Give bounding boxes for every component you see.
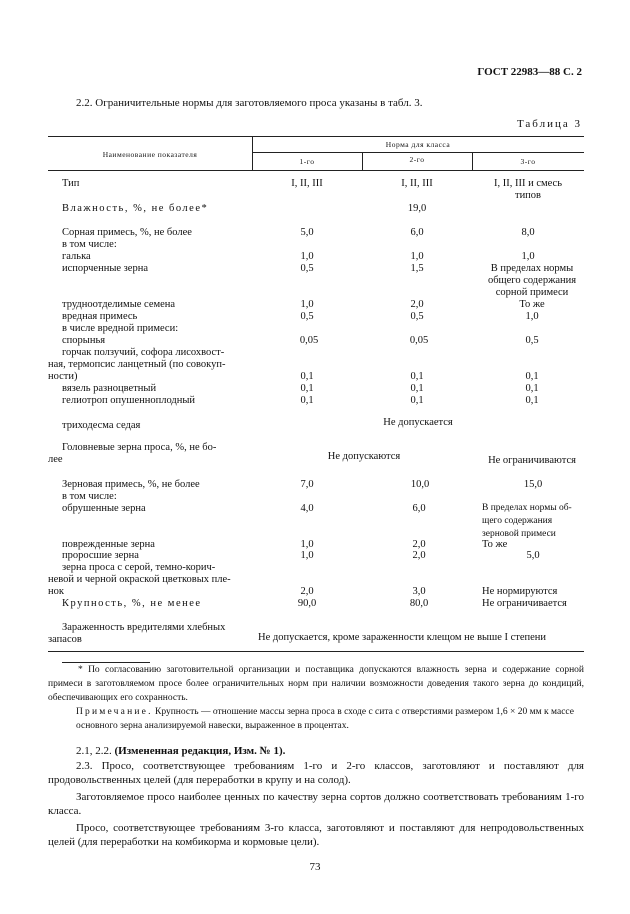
cell-pebbles-3: 1,0	[521, 251, 535, 262]
cell-type-3b: типов	[514, 190, 542, 201]
cell-colored-2: 3,0	[412, 586, 426, 597]
row-label-harmful: вредная примесь	[62, 311, 138, 322]
paragraph-first-class: Заготовляемое просо наиболее ценных по качеству зерна сортов должно соответствовать требованиям 1-го класса.	[48, 791, 584, 817]
cell-weed-2: 6,0	[410, 227, 424, 238]
row-label-including-1: в том числе:	[62, 239, 117, 250]
cell-hard-1: 1,0	[300, 299, 314, 310]
col-header-norm: Норма для класса	[385, 140, 451, 149]
table-header-bottom-rule	[48, 170, 584, 171]
row-label-hulled: обрушенные зерна	[62, 503, 146, 514]
row-label-moisture: Влажность, %, не более*	[62, 203, 209, 214]
cell-heliotrope-2: 0,1	[410, 395, 424, 406]
footnote: * По согласованию заготовительной организации и поставщика допускаются влажность зерна и содержание сорной примеси в заготовляемом просе более ограничительных норм при наличии возможности доведения такого зерна до кондиций, обеспечивающих его сохранность.	[48, 665, 584, 703]
note-text: Крупность — отношение массы зерна проса в сходе с сита с отверстиями размером 1,6 × 20 мм к массе основного зерна анализируемой навески, выраженное в процентах.	[76, 707, 574, 731]
row-label-smut-1: Головневые зерна проса, %, не бо-	[62, 442, 217, 453]
paragraph-2-3: 2.3. Просо, соответствующее требованиям 1-го и 2-го классов, заготовляют и поставляют для продовольственных целей (для переработки в крупу и на солод).	[48, 760, 584, 786]
table-header-divider-3	[472, 152, 473, 170]
cell-damaged-3: То же	[482, 539, 508, 550]
cell-gorchak-2: 0,1	[410, 371, 424, 382]
row-label-hard-to-separate: трудноотделимые семена	[62, 299, 176, 310]
col-header-name: Наименование показателя	[102, 150, 198, 159]
row-label-heliotrope: гелиотроп опушенноплодный	[62, 395, 196, 406]
cell-hulled-1: 4,0	[300, 503, 314, 514]
cell-vyazel-3: 0,1	[525, 383, 539, 394]
cell-sprouted-1: 1,0	[300, 550, 314, 561]
cell-grain-1: 7,0	[300, 479, 314, 490]
row-label-sprouted: проросшие зерна	[62, 550, 139, 561]
cell-trichodesma: Не допускается	[383, 417, 453, 428]
cell-type-2: I, II, III	[401, 178, 433, 189]
cell-vyazel-2: 0,1	[410, 383, 424, 394]
cell-moisture: 19,0	[407, 203, 427, 214]
cell-gorchak-3: 0,1	[525, 371, 539, 382]
cell-hulled-3c: зерновой примеси	[482, 529, 556, 539]
row-label-pebbles: галька	[62, 251, 91, 262]
cell-hulled-3b: щего содержания	[482, 516, 553, 526]
row-label-weed-impurity: Сорная примесь, %, не более	[62, 227, 192, 238]
cell-size-1: 90,0	[297, 598, 317, 609]
row-label-size: Крупность, %, не менее	[62, 598, 202, 609]
cell-pebbles-2: 1,0	[410, 251, 424, 262]
table-label: Таблица 3	[516, 118, 582, 130]
cell-infestation: Не допускается, кроме зараженности клещом не выше I степени	[258, 632, 547, 643]
table-header-mid-rule	[252, 152, 584, 153]
note	[76, 705, 584, 733]
col-header-class-3: 3-го	[520, 157, 536, 166]
row-label-colored-1: зерна проса с серой, темно-корич-	[62, 562, 216, 573]
cell-hulled-2: 6,0	[412, 503, 426, 514]
cell-colored-3: Не нормируются	[482, 586, 558, 597]
table-top-rule	[48, 136, 584, 137]
cell-size-2: 80,0	[409, 598, 429, 609]
cell-spoiled-1: 0,5	[300, 263, 314, 274]
row-label-grain-impurity: Зерновая примесь, %, не более	[62, 479, 200, 490]
row-label-colored-3: нок	[48, 586, 64, 597]
document-reference: ГОСТ 22983—88 С. 2	[477, 66, 582, 78]
row-label-gorchak-3: ности)	[48, 371, 78, 382]
row-label-gorchak-2: ная, термопсис ланцетный (по совокуп-	[48, 359, 226, 370]
row-label-among-harmful: в числе вредной примеси:	[62, 323, 179, 334]
cell-harmful-1: 0,5	[300, 311, 314, 322]
row-label-vyazel: вязель разноцветный	[62, 383, 157, 394]
cell-spoiled-3b: общего содержания	[487, 275, 577, 286]
table-header-divider-2	[362, 152, 363, 170]
cell-gorchak-1: 0,1	[300, 371, 314, 382]
cell-heliotrope-1: 0,1	[300, 395, 314, 406]
cell-ergot-2: 0,05	[409, 335, 429, 346]
cell-ergot-1: 0,05	[299, 335, 319, 346]
row-label-colored-2: невой и черной окраской цветковых пле-	[48, 574, 231, 585]
paragraph-2-1-2-2	[76, 745, 285, 757]
para-2-1-number: 2.1, 2.2.	[76, 745, 112, 757]
row-label-spoiled: испорченные зерна	[62, 263, 148, 274]
paragraph-third-class: Просо, соответствующее требованиям 3-го класса, заготовляют и поставляют для непродовольственных целей (для переработки на комбикорма и кормовые цели).	[48, 822, 584, 848]
cell-grain-3: 15,0	[523, 479, 543, 490]
cell-size-3: Не ограничивается	[482, 598, 567, 609]
cell-pebbles-1: 1,0	[300, 251, 314, 262]
row-label-infestation-1: Зараженность вредителями хлебных	[62, 622, 226, 633]
row-label-damaged: поврежденные зерна	[62, 539, 155, 550]
cell-damaged-2: 2,0	[412, 539, 426, 550]
cell-hard-3: То же	[519, 299, 545, 310]
cell-harmful-3: 1,0	[525, 311, 539, 322]
para-2-1-revision: (Измененная редакция, Изм. № 1).	[114, 745, 286, 757]
cell-spoiled-2: 1,5	[410, 263, 424, 274]
row-label-infestation-2: запасов	[48, 634, 82, 645]
intro-paragraph: 2.2. Ограничительные нормы для заготовляемого проса указаны в табл. 3.	[76, 97, 423, 109]
cell-smut-3: Не ограничиваются	[488, 455, 576, 466]
cell-type-3a: I, II, III и смесь	[493, 178, 563, 189]
row-label-ergot: спорынья	[62, 335, 106, 346]
row-label-type: Тип	[62, 178, 80, 189]
table-bottom-rule	[48, 651, 584, 652]
cell-harmful-2: 0,5	[410, 311, 424, 322]
row-label-including-2: в том числе:	[62, 491, 117, 502]
cell-spoiled-3c: сорной примеси	[495, 287, 569, 298]
cell-colored-1: 2,0	[300, 586, 314, 597]
cell-heliotrope-3: 0,1	[525, 395, 539, 406]
row-label-trichodesma: триходесма седая	[62, 420, 141, 431]
cell-weed-1: 5,0	[300, 227, 314, 238]
row-label-gorchak-1: горчак ползучий, софора лисохвост-	[62, 347, 225, 358]
cell-weed-3: 8,0	[521, 227, 535, 238]
row-label-smut-2: лее	[48, 454, 63, 465]
cell-smut-12: Не допускаются	[327, 451, 401, 462]
cell-hard-2: 2,0	[410, 299, 424, 310]
cell-grain-2: 10,0	[410, 479, 430, 490]
cell-sprouted-3: 5,0	[526, 550, 540, 561]
cell-damaged-1: 1,0	[300, 539, 314, 550]
page-number: 73	[309, 861, 321, 873]
cell-spoiled-3a: В пределах нормы	[490, 263, 574, 274]
cell-type-1: I, II, III	[291, 178, 323, 189]
cell-vyazel-1: 0,1	[300, 383, 314, 394]
cell-sprouted-2: 2,0	[412, 550, 426, 561]
note-label: Примечание.	[76, 707, 153, 717]
cell-ergot-3: 0,5	[525, 335, 539, 346]
col-header-class-2: 2-го	[409, 155, 425, 164]
cell-hulled-3a: В пределах нормы об-	[482, 503, 572, 513]
col-header-class-1: 1-го	[299, 157, 315, 166]
table-header-divider-1	[252, 136, 253, 170]
